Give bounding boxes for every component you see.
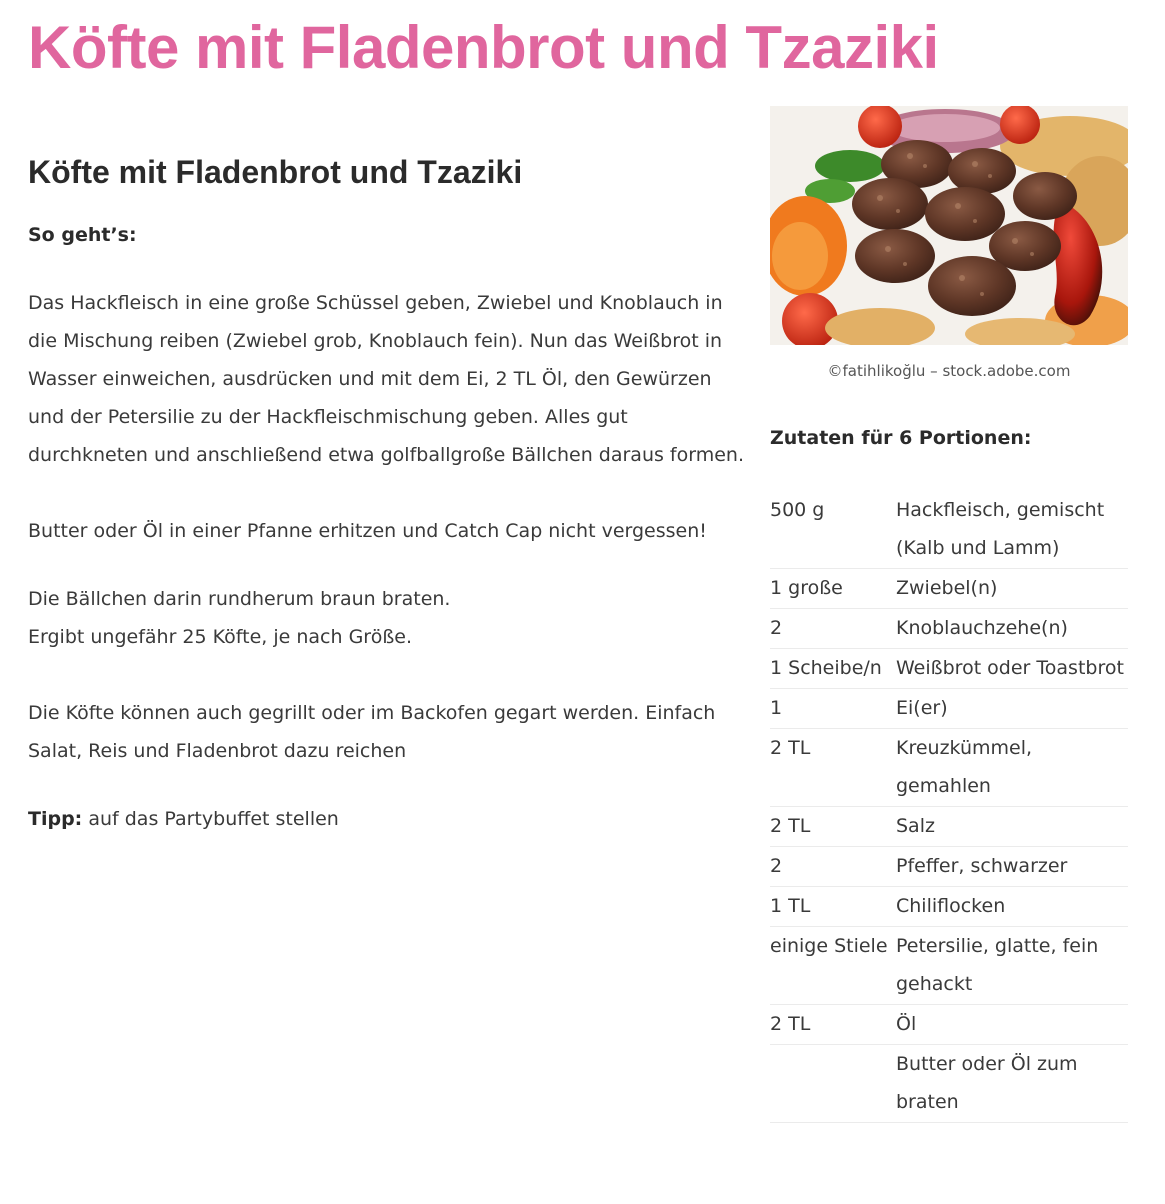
recipe-sidebar — [770, 106, 1128, 1123]
ingredient-name: Weißbrot oder Toastbrot — [896, 657, 1124, 679]
ingredient-amount — [770, 1045, 896, 1121]
kofte-plate-illustration — [770, 106, 1128, 345]
ingredient-amount: 1 große — [770, 577, 843, 599]
ingredient-name: Kreuzkümmel, gemahlen — [896, 737, 1033, 797]
ingredients-table — [770, 491, 1128, 1123]
recipe-main — [28, 150, 748, 838]
ingredient-row — [770, 609, 1128, 649]
ingredient-row — [770, 569, 1128, 609]
ingredient-name: Salz — [896, 815, 935, 837]
ingredient-row — [770, 649, 1128, 689]
recipe-photo — [770, 106, 1128, 345]
ingredient-name: Chiliflocken — [896, 895, 1006, 917]
ingredient-row — [770, 689, 1128, 729]
instruction-paragraph-3: Die Bällchen darin rundherum braun braten. — [28, 588, 451, 610]
recipe-heading: Köfte mit Fladenbrot und Tzaziki — [28, 154, 523, 190]
tip-label: Tipp: — [28, 808, 83, 830]
ingredient-row — [770, 1005, 1128, 1045]
ingredient-name: Zwiebel(n) — [896, 577, 998, 599]
ingredient-amount: 2 — [770, 855, 783, 877]
ingredient-amount: 1 — [770, 697, 783, 719]
tip-text: auf das Partybuffet stellen — [82, 808, 339, 830]
ingredient-name: Knoblauchzehe(n) — [896, 617, 1068, 639]
instruction-paragraph-1: Das Hackfleisch in eine große Schüssel geben, Zwiebel und Knoblauch in die Mischung reiben (Zwiebel grob, Knoblauch fein). Nun das Weißbrot in Wasser einweichen, ausdrücken und mit dem Ei, 2 TL Öl, den Gewürzen und der Petersilie zu der Hackfleischmischung geben. Alles gut durchkneten und anschließend etwa golfballgroße Bällchen daraus formen. — [28, 292, 744, 466]
tip-paragraph — [28, 800, 748, 838]
instruction-paragraph-2: Butter oder Öl in einer Pfanne erhitzen und Catch Cap nicht vergessen! — [28, 520, 707, 542]
ingredient-amount: 2 — [770, 617, 783, 639]
ingredient-amount: 2 TL — [770, 737, 811, 759]
instructions-label: So geht’s: — [28, 224, 137, 246]
ingredient-row — [770, 491, 1128, 569]
ingredient-row — [770, 729, 1128, 807]
ingredient-row — [770, 887, 1128, 927]
ingredient-name: Öl — [896, 1013, 917, 1035]
ingredient-name: Butter oder Öl zum braten — [896, 1053, 1078, 1113]
ingredient-name: Hackfleisch, gemischt (Kalb und Lamm) — [896, 499, 1105, 559]
image-credit: ©fatihlikoğlu – stock.adobe.com — [827, 362, 1071, 380]
ingredient-name: Pfeffer, schwarzer — [896, 855, 1068, 877]
ingredient-amount: 1 Scheibe/n — [770, 657, 882, 679]
ingredient-amount: 500 g — [770, 499, 825, 521]
page-title: Köfte mit Fladenbrot und Tzaziki — [28, 14, 939, 81]
ingredients-heading: Zutaten für 6 Portionen: — [770, 427, 1032, 449]
ingredient-row — [770, 847, 1128, 887]
ingredient-row — [770, 1045, 1128, 1123]
ingredient-row — [770, 927, 1128, 1005]
ingredient-name: Petersilie, glatte, fein gehackt — [896, 935, 1099, 995]
instruction-paragraph-4: Ergibt ungefähr 25 Köfte, je nach Größe. — [28, 626, 413, 648]
ingredient-amount: 2 TL — [770, 1013, 811, 1035]
ingredient-amount: einige Stiele — [770, 935, 888, 957]
ingredient-row — [770, 807, 1128, 847]
ingredient-amount: 2 TL — [770, 815, 811, 837]
ingredient-amount: 1 TL — [770, 895, 811, 917]
ingredient-name: Ei(er) — [896, 697, 948, 719]
instruction-paragraph-5: Die Köfte können auch gegrillt oder im Backofen gegart werden. Einfach Salat, Reis und Fladenbrot dazu reichen — [28, 702, 716, 762]
